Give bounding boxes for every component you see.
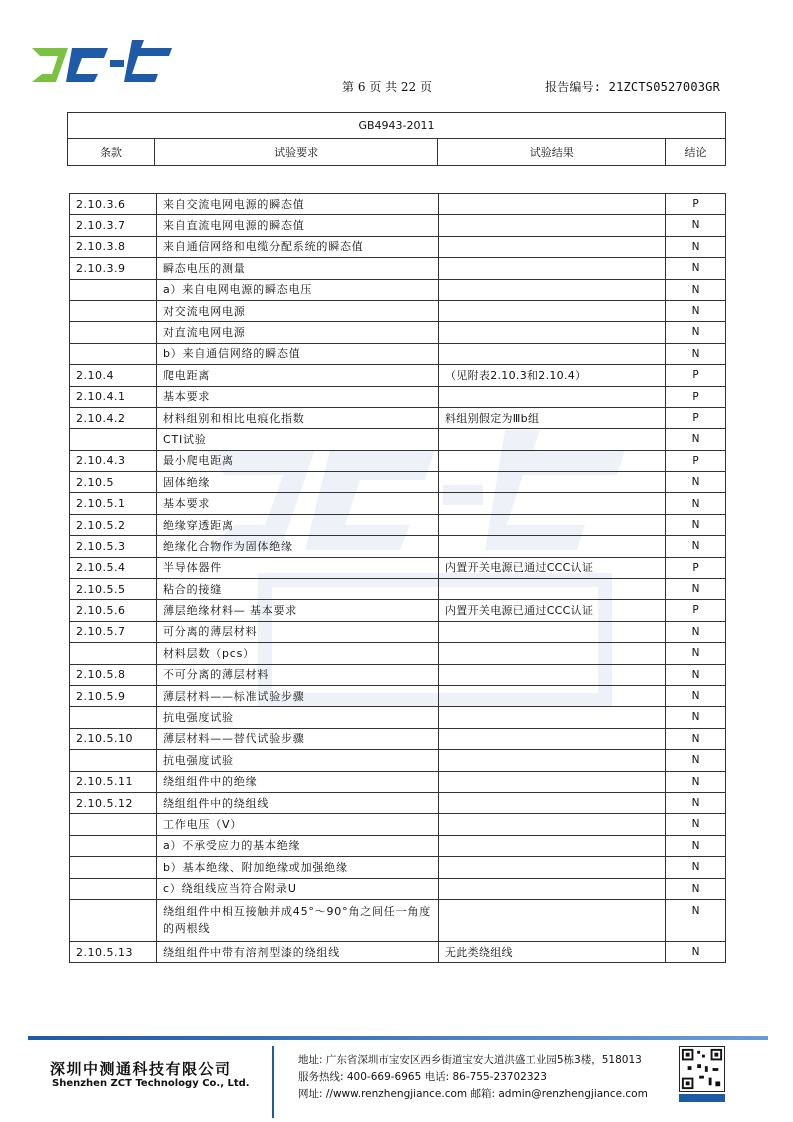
- table-row: [70, 857, 726, 878]
- cell-conclusion: P: [666, 600, 726, 621]
- cell-result: [439, 194, 666, 215]
- cell-result: [439, 472, 666, 493]
- cell-result: [439, 792, 666, 813]
- table-row: [70, 835, 726, 856]
- cell-conclusion: N: [666, 322, 726, 343]
- cell-result: [439, 728, 666, 749]
- table-row: [70, 215, 726, 236]
- cell-clause: 2.10.4: [70, 365, 157, 386]
- table-header: [67, 112, 726, 166]
- cell-result: 内置开关电源已通过CCC认证: [439, 557, 666, 578]
- test-table: [69, 193, 726, 963]
- table-row: [70, 407, 726, 428]
- table-row: [70, 194, 726, 215]
- cell-result: [439, 429, 666, 450]
- cell-conclusion: N: [666, 685, 726, 706]
- footer-contact: [298, 1052, 648, 1103]
- cell-result: [439, 215, 666, 236]
- cell-requirement: 粘合的接缝: [157, 579, 439, 600]
- table-row: [70, 941, 726, 962]
- cell-requirement: 来自直流电网电源的瞬态值: [157, 215, 439, 236]
- cell-clause: [70, 814, 157, 835]
- cell-requirement: b）来自通信网络的瞬态值: [157, 343, 439, 364]
- cell-conclusion: N: [666, 643, 726, 664]
- cell-conclusion: N: [666, 750, 726, 771]
- cell-clause: 2.10.5.12: [70, 792, 157, 813]
- cell-requirement: 瞬态电压的测量: [157, 258, 439, 279]
- cell-conclusion: N: [666, 664, 726, 685]
- cell-conclusion: N: [666, 878, 726, 899]
- cell-clause: 2.10.5.1: [70, 493, 157, 514]
- cell-requirement: 工作电压（V）: [157, 814, 439, 835]
- cell-conclusion: N: [666, 728, 726, 749]
- cell-requirement: 材料组别和相比电痕化指数: [157, 407, 439, 428]
- cell-requirement: 基本要求: [157, 493, 439, 514]
- cell-result: [439, 322, 666, 343]
- table-row: [70, 300, 726, 321]
- cell-clause: 2.10.5.13: [70, 941, 157, 962]
- cell-result: [439, 750, 666, 771]
- cell-clause: [70, 707, 157, 728]
- cell-conclusion: N: [666, 258, 726, 279]
- cell-requirement: 不可分离的薄层材料: [157, 664, 439, 685]
- cell-conclusion: N: [666, 300, 726, 321]
- cell-conclusion: P: [666, 450, 726, 471]
- zct-logo: [28, 34, 178, 88]
- cell-requirement: 半导体器件: [157, 557, 439, 578]
- cell-result: [439, 579, 666, 600]
- footer-hotline: 服务热线: 400-669-6965 电话: 86-755-23702323: [298, 1071, 547, 1083]
- cell-requirement: a）不承受应力的基本绝缘: [157, 835, 439, 856]
- footer-address: 地址: 广东省深圳市宝安区西乡街道宝安大道洪盛工业园5栋3楼，518013: [298, 1054, 642, 1066]
- report-number: 报告编号: 21ZCTS0527003GR: [545, 80, 721, 94]
- cell-clause: [70, 835, 157, 856]
- cell-clause: [70, 878, 157, 899]
- cell-requirement: 绕组组件中的绕组线: [157, 792, 439, 813]
- cell-result: [439, 685, 666, 706]
- col-conclusion-header: 结论: [666, 139, 726, 166]
- cell-clause: 2.10.4.3: [70, 450, 157, 471]
- cell-clause: [70, 857, 157, 878]
- cell-requirement: 薄层材料——替代试验步骤: [157, 728, 439, 749]
- cell-conclusion: P: [666, 365, 726, 386]
- cell-clause: 2.10.3.9: [70, 258, 157, 279]
- cell-clause: [70, 343, 157, 364]
- cell-requirement: 来自通信网络和电缆分配系统的瞬态值: [157, 236, 439, 257]
- table-row: [70, 878, 726, 899]
- table-row: [70, 429, 726, 450]
- table-row: [70, 557, 726, 578]
- cell-conclusion: N: [666, 899, 726, 941]
- cell-clause: 2.10.5.9: [70, 685, 157, 706]
- cell-clause: 2.10.5.6: [70, 600, 157, 621]
- cell-clause: 2.10.5.5: [70, 579, 157, 600]
- cell-conclusion: N: [666, 771, 726, 792]
- cell-result: [439, 450, 666, 471]
- cell-clause: [70, 429, 157, 450]
- cell-clause: 2.10.5.11: [70, 771, 157, 792]
- cell-conclusion: N: [666, 536, 726, 557]
- table-row: [70, 279, 726, 300]
- cell-conclusion: N: [666, 343, 726, 364]
- table-row: [70, 621, 726, 642]
- cell-conclusion: N: [666, 814, 726, 835]
- table-row: [70, 899, 726, 941]
- table-row: [70, 450, 726, 471]
- table-row: [70, 536, 726, 557]
- cell-clause: 2.10.4.2: [70, 407, 157, 428]
- cell-conclusion: N: [666, 579, 726, 600]
- table-row: [70, 728, 726, 749]
- cell-requirement: 绝缘化合物作为固体绝缘: [157, 536, 439, 557]
- table-row: [70, 643, 726, 664]
- col-requirement-header: 试验要求: [154, 139, 438, 166]
- qr-code-icon: [679, 1046, 725, 1092]
- cell-result: [439, 899, 666, 941]
- cell-requirement: 薄层材料——标准试验步骤: [157, 685, 439, 706]
- footer-company-name: 深圳中测通科技有限公司: [50, 1060, 232, 1078]
- cell-result: [439, 536, 666, 557]
- table-row: [70, 664, 726, 685]
- cell-result: [439, 878, 666, 899]
- footer-vertical-divider: [272, 1046, 274, 1118]
- table-row: [70, 514, 726, 535]
- cell-result: [439, 236, 666, 257]
- table-row: [70, 236, 726, 257]
- cell-requirement: 绕组组件中的绝缘: [157, 771, 439, 792]
- cell-result: [439, 386, 666, 407]
- cell-clause: [70, 300, 157, 321]
- table-row: [70, 365, 726, 386]
- table-row: [70, 579, 726, 600]
- cell-conclusion: N: [666, 472, 726, 493]
- page-info: 第 6 页 共 22 页: [342, 80, 432, 94]
- cell-result: 料组别假定为Ⅲb组: [439, 407, 666, 428]
- cell-conclusion: N: [666, 707, 726, 728]
- cell-result: [439, 664, 666, 685]
- cell-conclusion: N: [666, 621, 726, 642]
- cell-result: [439, 643, 666, 664]
- cell-conclusion: N: [666, 236, 726, 257]
- table-row: [70, 493, 726, 514]
- cell-result: [439, 279, 666, 300]
- standard-title: GB4943-2011: [68, 113, 726, 139]
- cell-clause: 2.10.3.6: [70, 194, 157, 215]
- cell-conclusion: N: [666, 215, 726, 236]
- cell-requirement: a）来自电网电源的瞬态电压: [157, 279, 439, 300]
- cell-result: [439, 707, 666, 728]
- cell-clause: [70, 899, 157, 941]
- cell-clause: 2.10.5: [70, 472, 157, 493]
- cell-result: [439, 835, 666, 856]
- cell-requirement: 固体绝缘: [157, 472, 439, 493]
- table-row: [70, 750, 726, 771]
- cell-result: [439, 300, 666, 321]
- cell-requirement: 绕组组件中相互接触并成45°～90°角之间任一角度的两根线: [157, 899, 439, 941]
- cell-requirement: 爬电距离: [157, 365, 439, 386]
- cell-conclusion: P: [666, 407, 726, 428]
- cell-result: [439, 857, 666, 878]
- cell-clause: 2.10.5.3: [70, 536, 157, 557]
- cell-clause: [70, 322, 157, 343]
- col-result-header: 试验结果: [438, 139, 666, 166]
- cell-result: [439, 621, 666, 642]
- table-row: [70, 707, 726, 728]
- cell-requirement: 绕组组件中带有溶剂型漆的绕组线: [157, 941, 439, 962]
- cell-clause: 2.10.5.7: [70, 621, 157, 642]
- cell-result: [439, 258, 666, 279]
- cell-requirement: 抗电强度试验: [157, 707, 439, 728]
- footer-company-name-en: Shenzhen ZCT Technology Co., Ltd.: [52, 1078, 250, 1089]
- cell-clause: 2.10.5.4: [70, 557, 157, 578]
- cell-conclusion: P: [666, 386, 726, 407]
- cell-conclusion: N: [666, 493, 726, 514]
- table-row: [70, 685, 726, 706]
- cell-clause: [70, 643, 157, 664]
- cell-clause: [70, 279, 157, 300]
- table-row: [70, 343, 726, 364]
- cell-requirement: 来自交流电网电源的瞬态值: [157, 194, 439, 215]
- cell-conclusion: N: [666, 429, 726, 450]
- cell-conclusion: N: [666, 792, 726, 813]
- cell-result: [439, 493, 666, 514]
- cell-clause: 2.10.4.1: [70, 386, 157, 407]
- cell-clause: 2.10.3.8: [70, 236, 157, 257]
- cell-requirement: 绝缘穿透距离: [157, 514, 439, 535]
- cell-requirement: 可分离的薄层材料: [157, 621, 439, 642]
- qr-caption-bar: [679, 1094, 725, 1102]
- table-row: [70, 792, 726, 813]
- cell-clause: 2.10.5.8: [70, 664, 157, 685]
- cell-clause: [70, 750, 157, 771]
- cell-conclusion: N: [666, 279, 726, 300]
- cell-result: 无此类绕组线: [439, 941, 666, 962]
- cell-result: [439, 514, 666, 535]
- cell-requirement: 材料层数（pcs）: [157, 643, 439, 664]
- table-row: [70, 814, 726, 835]
- cell-requirement: b）基本绝缘、附加绝缘或加强绝缘: [157, 857, 439, 878]
- table-row: [70, 386, 726, 407]
- cell-result: [439, 343, 666, 364]
- cell-conclusion: P: [666, 194, 726, 215]
- cell-requirement: CTI试验: [157, 429, 439, 450]
- cell-conclusion: P: [666, 557, 726, 578]
- table-row: [70, 771, 726, 792]
- cell-requirement: 抗电强度试验: [157, 750, 439, 771]
- table-row: [70, 322, 726, 343]
- cell-result: [439, 814, 666, 835]
- cell-requirement: 薄层绝缘材料— 基本要求: [157, 600, 439, 621]
- cell-requirement: c）绕组线应当符合附录U: [157, 878, 439, 899]
- footer-divider-line: [28, 1036, 768, 1040]
- cell-conclusion: N: [666, 835, 726, 856]
- cell-requirement: 对交流电网电源: [157, 300, 439, 321]
- table-row: [70, 258, 726, 279]
- cell-requirement: 最小爬电距离: [157, 450, 439, 471]
- cell-conclusion: N: [666, 857, 726, 878]
- cell-clause: 2.10.5.10: [70, 728, 157, 749]
- cell-conclusion: N: [666, 514, 726, 535]
- cell-result: 内置开关电源已通过CCC认证: [439, 600, 666, 621]
- footer-web: 网址: //www.renzhengjiance.com 邮箱: admin@renzhengjiance.com: [298, 1088, 648, 1100]
- table-row: [70, 600, 726, 621]
- cell-requirement: 对直流电网电源: [157, 322, 439, 343]
- cell-result: （见附表2.10.3和2.10.4）: [439, 365, 666, 386]
- cell-requirement: 基本要求: [157, 386, 439, 407]
- table-row: [70, 472, 726, 493]
- cell-clause: 2.10.5.2: [70, 514, 157, 535]
- cell-clause: 2.10.3.7: [70, 215, 157, 236]
- col-clause-header: 条款: [68, 139, 155, 166]
- cell-conclusion: N: [666, 941, 726, 962]
- cell-result: [439, 771, 666, 792]
